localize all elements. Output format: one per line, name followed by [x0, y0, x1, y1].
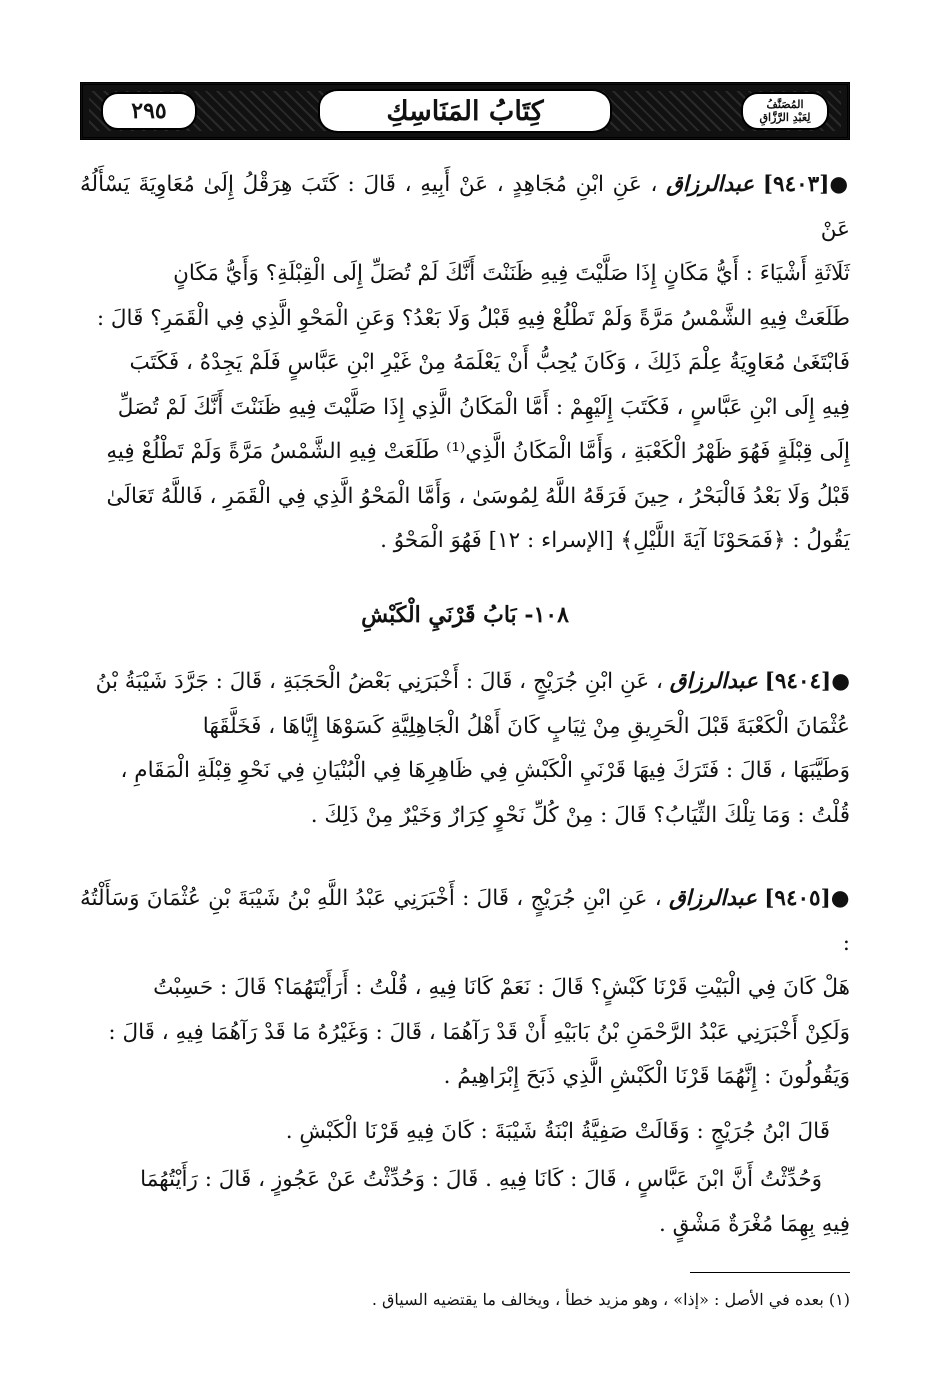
- hadith-9403: [80, 163, 850, 564]
- footnote: (١) بعده في الأصل : «إذا» ، وهو مزيد خطأ ، ويخالف ما يقتضيه السياق .: [371, 1290, 850, 1309]
- hadith-line: طَلَعَتْ فِيهِ الشَّمْسُ مَرَّةً وَلَمْ تَطْلُعْ فِيهِ قَبْلُ وَلَا بَعْدُ؟ وَعَنِ الْمَحْوِ الَّذِي فِي الْقَمَرِ؟ قَالَ :: [96, 305, 850, 331]
- hadith-9405: [80, 877, 850, 1100]
- page-number: ٢٩٥: [131, 98, 167, 124]
- page-header: [80, 82, 850, 140]
- page-number-frame: [101, 92, 197, 130]
- narration-ibn-abbas: [80, 1158, 850, 1247]
- chapter-heading: ١٠٨- بَابُ قَرْنَيِ الْكَبْشِ: [361, 602, 569, 628]
- hadith-number: [٩٤٠٤]: [764, 669, 832, 694]
- hadith-line: فِيهِ إِلَى ابْنِ عَبَّاسٍ ، فَكَتَبَ إِلَيْهِمْ : أَمَّا الْمَكَانُ الَّذِي إِذَا صَلَّيْتَ فِيهِ ظَنَنْتَ أَنَّكَ لَمْ تُصَلِّ: [117, 394, 850, 420]
- hadith-line: وَطَيَّبَهَا ، قَالَ : فَتَرَكَ فِيهَا قَرْنَيِ الْكَبْشِ فِي ظَاهِرِهَا فِي الْبُنْيَانِ فِي نَحْوِ قِبْلَةِ الْمَقَامِ ،: [120, 758, 850, 783]
- hadith-number: [٩٤٠٥]: [764, 886, 831, 911]
- hadith-line: [80, 877, 850, 966]
- hadith-line: فَابْتَغَىٰ مُعَاوِيَةُ عِلْمَ ذَلِكَ ، وَكَانَ يُحِبُّ أَنْ يَعْلَمَهُ مِنْ غَيْرِ ابْنِ عَبَّاسٍ فَلَمْ يَجِدْهُ ، فَكَتَبَ: [129, 350, 850, 375]
- hadith-line: [80, 163, 850, 252]
- hadith-line: ثَلَاثَةِ أَشْيَاءَ : أَيُّ مَكَانٍ إِذَا صَلَّيْتَ فِيهِ ظَنَنْتَ أَنَّكَ لَمْ تُصَلِّ إِلَى الْقِبْلَةِ؟ وَأَيُّ مَكَانٍ: [173, 261, 850, 286]
- hadith-author: عبدالرزاق: [669, 669, 758, 694]
- bullet-icon: ●: [829, 172, 851, 197]
- footnote-divider: [690, 1272, 850, 1273]
- hadith-text: ، عَنِ ابْنِ جُرَيْجٍ ، قَالَ : أَخْبَرَنِي عَبْدُ اللَّهِ بْنُ شَيْبَةَ بْنِ عُثْمَانَ وَسَأَلْتُهُ :: [80, 886, 850, 956]
- hadith-author: عبدالرزاق: [666, 172, 755, 197]
- hadith-line: [80, 660, 850, 705]
- bullet-icon: ●: [830, 886, 850, 911]
- hadith-line: وَلَكِنْ أَخْبَرَنِي عَبْدُ الرَّحْمَنِ بْنُ بَابَيْهِ أَنْ قَدْ رَآهُمَا ، قَالَ : وَغَيْرُهُ مَا قَدْ رَآهُمَا فِيهِ ، قَالَ :: [108, 1019, 850, 1045]
- bullet-icon: ●: [831, 669, 850, 694]
- narration-line: وَحُدِّثْتُ أَنَّ ابْنَ عَبَّاسٍ ، قَالَ : كَانَا فِيهِ . قَالَ : وَحُدِّثْتُ عَنْ عَجُوزٍ ، قَالَ : رَأَيْتُهُمَا: [140, 1167, 822, 1192]
- emblem-logo: [741, 92, 829, 130]
- hadith-line: قَبْلُ وَلَا بَعْدُ فَالْبَحْرُ ، حِينَ فَرَقَهُ اللَّهُ لِمُوسَىٰ ، وَأَمَّا الْمَحْوُ الَّذِي فِي الْقَمَرِ ، فَاللَّهُ تَعَالَىٰ: [106, 483, 850, 509]
- hadith-line: وَيَقُولُونَ : إِنَّهُمَا قَرْنَا الْكَبْشِ الَّذِي ذَبَحَ إِبْرَاهِيمُ .: [443, 1064, 850, 1089]
- book-title-frame: [318, 89, 612, 133]
- narration-ibn-jurayj: قَالَ ابْنُ جُرَيْجٍ : وَقَالَتْ صَفِيَّةُ ابْنَةُ شَيْبَةَ : كَانَ فِيهِ قَرْنَا الْكَبْشِ .: [285, 1119, 830, 1144]
- book-title: كِتَابُ المَنَاسِكِ: [386, 95, 544, 127]
- hadith-line: قُلْتُ : وَمَا تِلْكَ الثِّيَابُ؟ قَالَ : مِنْ كُلِّ نَحْوٍ كِرَارٌ وَخَيْرٌ مِنْ ذَلِكَ .: [310, 802, 850, 828]
- hadith-author: عبدالرزاق: [668, 886, 757, 911]
- hadith-9404: [80, 660, 850, 838]
- hadith-text: ، عَنِ ابْنِ مُجَاهِدٍ ، عَنْ أَبِيهِ ، قَالَ : كَتَبَ هِرَقْلُ إِلَىٰ مُعَاوِيَةَ يَسْأَلُهُ عَنْ: [80, 172, 850, 242]
- hadith-text: ، عَنِ ابْنِ جُرَيْجٍ ، قَالَ : أَخْبَرَنِي بَعْضُ الْحَجَبَةِ ، قَالَ : جَرَّدَ شَيْبَةُ بْنُ: [95, 669, 663, 694]
- emblem-top-text: المُصَنَّفُ: [766, 98, 804, 111]
- hadith-line: إِلَى قِبْلَةٍ فَهُوَ ظَهْرُ الْكَعْبَةِ ، وَأَمَّا الْمَكَانُ الَّذِي⁽¹⁾ طَلَعَتْ فِيهِ الشَّمْسُ مَرَّةً وَلَمْ تَطْلُعْ فِيهِ: [106, 439, 850, 464]
- hadith-line: يَقُولُ : ﴿فَمَحَوْنَا آيَةَ اللَّيْلِ﴾ [الإسراء : ١٢] فَهُوَ الْمَحْوُ .: [380, 528, 850, 553]
- hadith-line: عُثْمَانَ الْكَعْبَةَ قَبْلَ الْحَرِيقِ مِنْ ثِيَابٍ كَانَ أَهْلُ الْجَاهِلِيَّةِ كَسَوْهَا إِيَّاهَا ، فَخَلَّقَهَا: [202, 713, 850, 739]
- hadith-line: هَلْ كَانَ فِي الْبَيْتِ قَرْنَا كَبْشٍ؟ قَالَ : نَعَمْ كَانَا فِيهِ ، قُلْتُ : أَرَأَيْتَهُمَا؟ قَالَ : حَسِبْتُ: [153, 975, 850, 1000]
- hadith-number: [٩٤٠٣]: [762, 172, 830, 197]
- narration-line: فِيهِ بِهِمَا مُغْرَةٌ مَشْقٍ .: [659, 1211, 850, 1237]
- emblem-bottom-text: لِعَبْدِ الرَّزَّاقِ: [759, 111, 811, 124]
